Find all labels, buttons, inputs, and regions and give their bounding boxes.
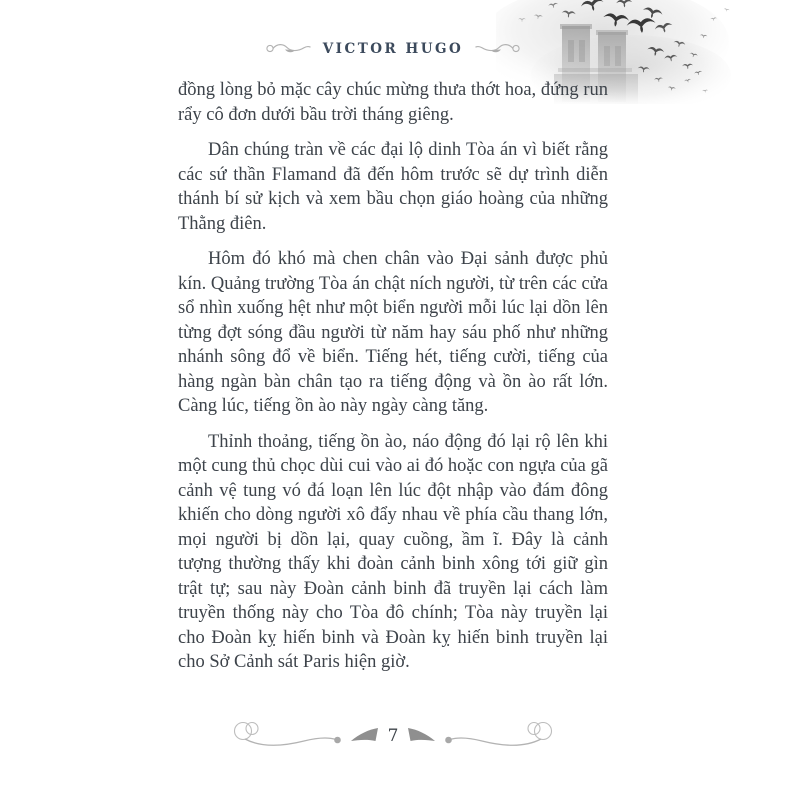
author-name: VICTOR HUGO (322, 41, 464, 57)
header-flourish-right-icon (475, 40, 521, 58)
page-header (178, 36, 608, 62)
footer-flourish-left-icon (232, 718, 344, 754)
footer-fin-right-icon (407, 728, 435, 744)
paragraph: Thỉnh thoảng, tiếng ồn ào, náo động đó lại rộ lên khi một cung thủ chọc dùi cui vào ai đó hoặc con ngựa của gã cảnh vệ tung vó đá loạn lên lúc đột nhập vào đám đông khiến cho dòng người xô đẩy nhau về phía cầu thang lớn, mọi người bị dồn lại, quay cuồng, ầm ĩ. Đây là cảnh tượng thường thấy khi đoàn cảnh binh xông tới giữ gìn trật tự; sau này Đoàn cảnh binh đã truyền lại cách làm truyền thống này cho Tòa đô chính; Tòa này truyền lại cho Đoàn kỵ hiến binh và Đoàn kỵ hiến binh truyền lại cho Sở Cảnh sát Paris hiện giờ. (178, 431, 608, 672)
paragraph: Dân chúng tràn về các đại lộ dinh Tòa án vì biết rằng các sứ thần Flamand đã đến hôm trước sẽ dự trình diễn thánh bí sử kịch và xem bầu chọn giáo hoàng của những Thằng điên. (178, 140, 608, 234)
paragraph: đồng lòng bỏ mặc cây chúc mừng thưa thớt hoa, đứng run rẩy cô đơn dưới bầu trời tháng giêng. (178, 80, 608, 125)
paragraph: Hôm đó khó mà chen chân vào Đại sảnh được phủ kín. Quảng trường Tòa án chật ních người, từ trên các cửa sổ nhìn xuống hệt như một biển người mỗi lúc lại dồn lên từng đợt sóng đầu người từ năm hay sáu phố như những nhánh sông đổ về biển. Tiếng hét, tiếng cười, tiếng của hàng ngàn bàn chân tạo ra tiếng động và ồn ào rất lớn. Càng lúc, tiếng ồn ào này ngày càng tăng. (178, 249, 608, 416)
page-footer (178, 716, 608, 756)
page-text (178, 78, 608, 686)
footer-flourish-right-icon (442, 718, 554, 754)
page-number: 7 (387, 726, 399, 746)
header-flourish-left-icon (265, 40, 311, 58)
footer-fin-left-icon (351, 728, 379, 744)
